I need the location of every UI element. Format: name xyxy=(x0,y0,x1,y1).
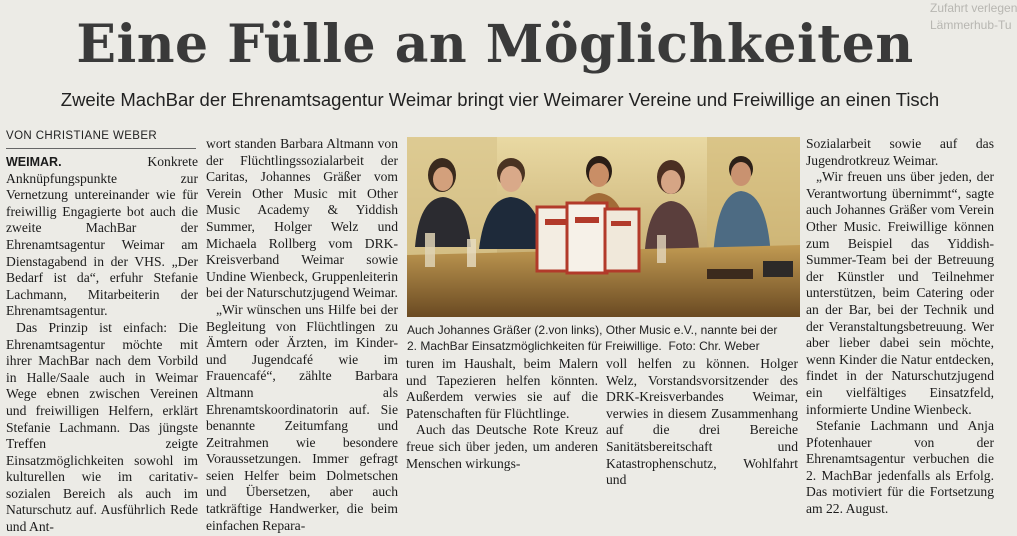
paragraph: Auch das Deutsche Rote Kreuz freue sich über jeden, um anderen Menschen wirkungs- xyxy=(406,422,598,471)
byline: VON CHRISTIANE WEBER xyxy=(6,130,158,142)
paragraph-text: Konkrete Anknüpfungspunkte zur Vernetzung untereinander wie für freiwillig Engagierte bot auch die zweite MachBar der Ehrenamtsagentur Weimar am Dienstagabend in der VHS. „Der Bedarf ist da“, erfuhr Stefanie Lachmann, Mitarbeiterin der Ehrenamtsagentur. xyxy=(6,154,198,319)
paragraph: „Wir freuen uns über jeden, der Verantwortung übernimmt“, sagte auch Johannes Gräßer vom Verein Other Music. Freiwillige können zum Beispiel das Yiddish-Summer-Team bei der Betreuung der Künstler und Teilnehmer unterstützen, beim Catering oder an der Bar, bei der Technik und der Veranstaltungsbetreuung. Wer aber lieber dabei sein möchte, wenn Kinder die Natur entdecken, findet in der Naturschutzjugend ein vielfältiges Einsatzfeld, informierte Undine Wienbeck. xyxy=(806,169,994,417)
paragraph: wort standen Barbara Altmann von der Flüchtlingssozialarbeit der Caritas, Johannes Gräßer vom Verein Other Music mit Other Music Academy & Yiddish Summer, Holger Welz und Michaela Rollberg vom DRK-Kreisverband Weimar sowie Undine Wienbeck, Gruppenleiterin bei der Naturschutzjugend Weimar. xyxy=(206,136,398,301)
caption-line-1: Auch Johannes Gräßer (2.von links), Other Music e.V., nannte bei der xyxy=(407,323,778,337)
article-photo xyxy=(407,137,800,317)
photo-credit: Foto: Chr. Weber xyxy=(668,339,760,353)
ghost-line: Zufahrt verlegen xyxy=(930,1,1017,15)
caption-text: 2. MachBar Einsatzmöglichkeiten für Freiwillige. xyxy=(407,339,662,353)
flyer-stand xyxy=(537,203,639,273)
article-column-1 xyxy=(6,154,198,536)
article-headline: Eine Fülle an Möglichkeiten xyxy=(76,14,914,75)
article-subheadline: Zweite MachBar der Ehrenamtsagentur Weimar bringt vier Weimarer Vereine und Freiwillige an einen Tisch xyxy=(60,89,940,110)
caption-line-2 xyxy=(407,338,802,354)
article-column-2 xyxy=(206,136,398,534)
photo-caption xyxy=(407,322,802,354)
paragraph xyxy=(6,154,198,320)
ghost-line: Lämmerhub-Tu xyxy=(930,18,1012,32)
paragraph: Das Prinzip ist einfach: Die Ehrenamtsagentur möchte mit ihrer MachBar nach dem Vorbild in Halle/Saale auch in Weimar Wege ebnen zwischen Vereinen und freiwilligen Helfern, erklärt Stefanie Lachmann. Das jüngste Treffen zeigte Einsatzmöglichkeiten sowohl im kulturellen wie im caritativ-sozialen Bereich als auch im Naturschutz auf. Ausführlich Rede und Ant- xyxy=(6,319,198,535)
paragraph: turen im Haushalt, beim Malern und Tapezieren helfen könnten. Außerdem verwies sie auf die Patenschaften für Flüchtlinge. xyxy=(406,356,598,421)
dateline: WEIMAR. xyxy=(6,155,62,169)
byline-rule xyxy=(6,148,196,149)
article-column-5 xyxy=(806,136,994,518)
paragraph: voll helfen zu können. Holger Welz, Vorstandsvorsitzender des DRK-Kreisverbandes Weimar, verwies in diesem Zusammenhang auf die drei Bereiche Sanitätsbereitschaft und Katastrophenschutz, Wohlfahrt und xyxy=(606,356,798,488)
paragraph: Stefanie Lachmann und Anja Pfotenhauer von der Ehrenamtsagentur verbuchen die 2. MachBar jedenfalls als Erfolg. Das motiviert für die Fortsetzung am 22. August. xyxy=(806,418,994,517)
paragraph: „Wir wünschen uns Hilfe bei der Begleitung von Flüchtlingen zu Ämtern oder Ärzten, im Kinder- und Jugendcafé wie im Frauencafé“, zählte Barbara Altmann als Ehrenamtskoordinatorin auf. Sie benannte Zeitumfang und Zeitrahmen wie besondere Voraussetzungen. Immer gefragt seien Helfer beim Dolmetschen und Übersetzen, aber auch tatkräftige Handwerker, die beim einfachen Repara- xyxy=(206,301,398,533)
paragraph: Sozialarbeit sowie auf das Jugendrotkreuz Weimar. xyxy=(806,136,994,168)
article-column-4 xyxy=(606,356,798,489)
photo-illustration xyxy=(407,137,800,317)
article-column-3 xyxy=(406,356,598,472)
